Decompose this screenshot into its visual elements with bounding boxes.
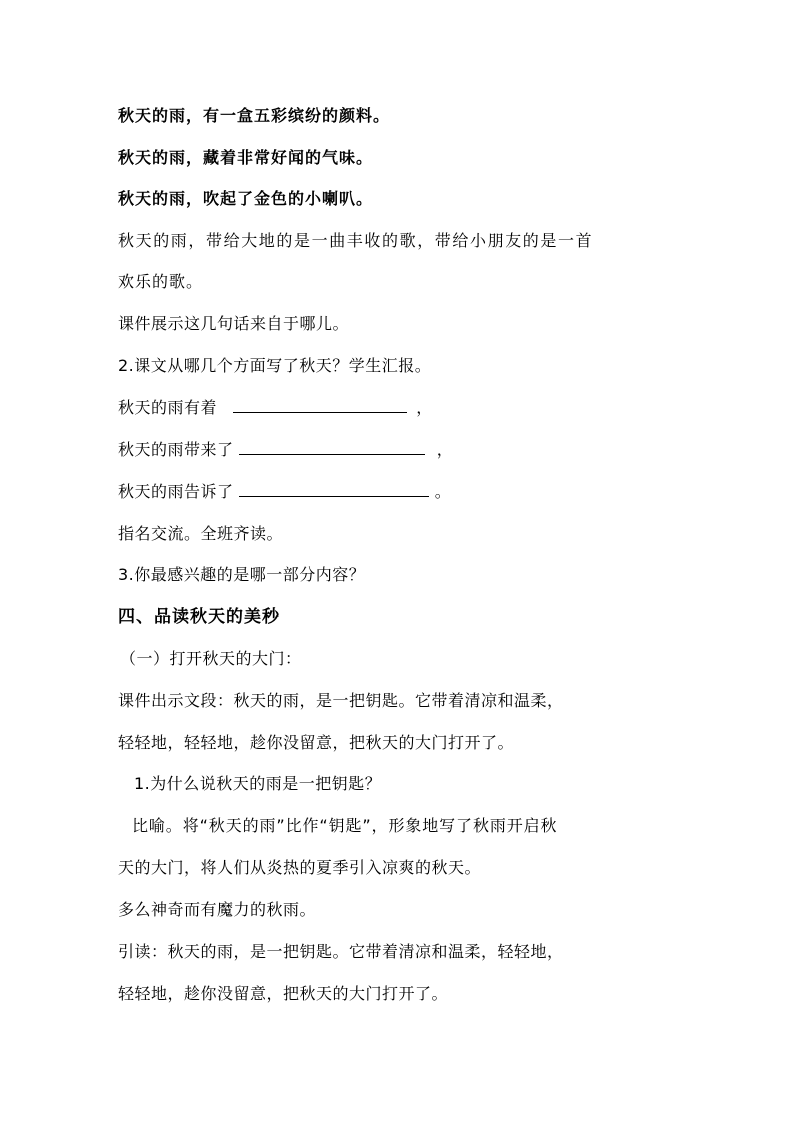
question-2: 2.课文从哪几个方面写了秋天？学生汇报。 — [118, 356, 432, 375]
fill-blank-has — [118, 396, 433, 420]
instruction-source: 课件展示这几句话来自于哪儿。 — [118, 314, 350, 333]
comment-magic-rain: 多么神奇而有魔力的秋雨。 — [118, 900, 317, 919]
fill-blank-brings — [118, 438, 453, 462]
bold-sentence-trumpet: 秋天的雨，吹起了金色的小喇叭。 — [118, 189, 374, 208]
bold-sentence-smell: 秋天的雨，藏着非常好闻的气味。 — [118, 148, 374, 167]
fill-blank-brings-punct: ， — [436, 440, 454, 459]
guided-reading-2: 轻轻地，趁你没留意，把秋天的大门打开了。 — [118, 984, 449, 1003]
fill-blank-line — [233, 396, 407, 413]
courseware-passage-2: 轻轻地，轻轻地，趁你没留意，把秋天的大门打开了。 — [118, 733, 515, 752]
question-key: 1.为什么说秋天的雨是一把钥匙？ — [134, 774, 382, 793]
answer-metaphor-1: 比喻。将“秋天的雨”比作“钥匙”，形象地写了秋雨开启秋 — [132, 816, 558, 835]
fill-blank-tells — [118, 480, 451, 504]
fill-blank-tells-label: 秋天的雨告诉了 — [118, 482, 234, 501]
answer-metaphor-2: 天的大门，将人们从炎热的夏季引入凉爽的秋天。 — [118, 858, 482, 877]
fill-blank-brings-label: 秋天的雨带来了 — [118, 440, 234, 459]
subsection-heading-1: （一）打开秋天的大门： — [120, 649, 302, 668]
question-3: 3.你最感兴趣的是哪一部分内容？ — [118, 565, 366, 584]
fill-blank-line — [239, 438, 425, 455]
instruction-exchange: 指名交流。全班齐读。 — [118, 524, 284, 543]
fill-blank-tells-punct: 。 — [434, 482, 452, 501]
courseware-passage-1: 课件出示文段：秋天的雨，是一把钥匙。它带着清凉和温柔， — [118, 691, 564, 710]
sentence-harvest-song-end: 欢乐的歌。 — [118, 272, 204, 291]
guided-reading-1: 引读：秋天的雨，是一把钥匙。它带着清凉和温柔，轻轻地， — [118, 942, 564, 961]
fill-blank-has-punct: ， — [416, 398, 433, 417]
section-heading-4: 四、品读秋天的美秒 — [118, 607, 280, 627]
fill-blank-has-label: 秋天的雨有着 — [118, 398, 218, 417]
sentence-harvest-song: 秋天的雨，带给大地的是一曲丰收的歌，带给小朋友的是一首 — [118, 231, 594, 250]
bold-sentence-colors: 秋天的雨，有一盒五彩缤纷的颜料。 — [118, 106, 391, 125]
fill-blank-line — [239, 480, 429, 497]
